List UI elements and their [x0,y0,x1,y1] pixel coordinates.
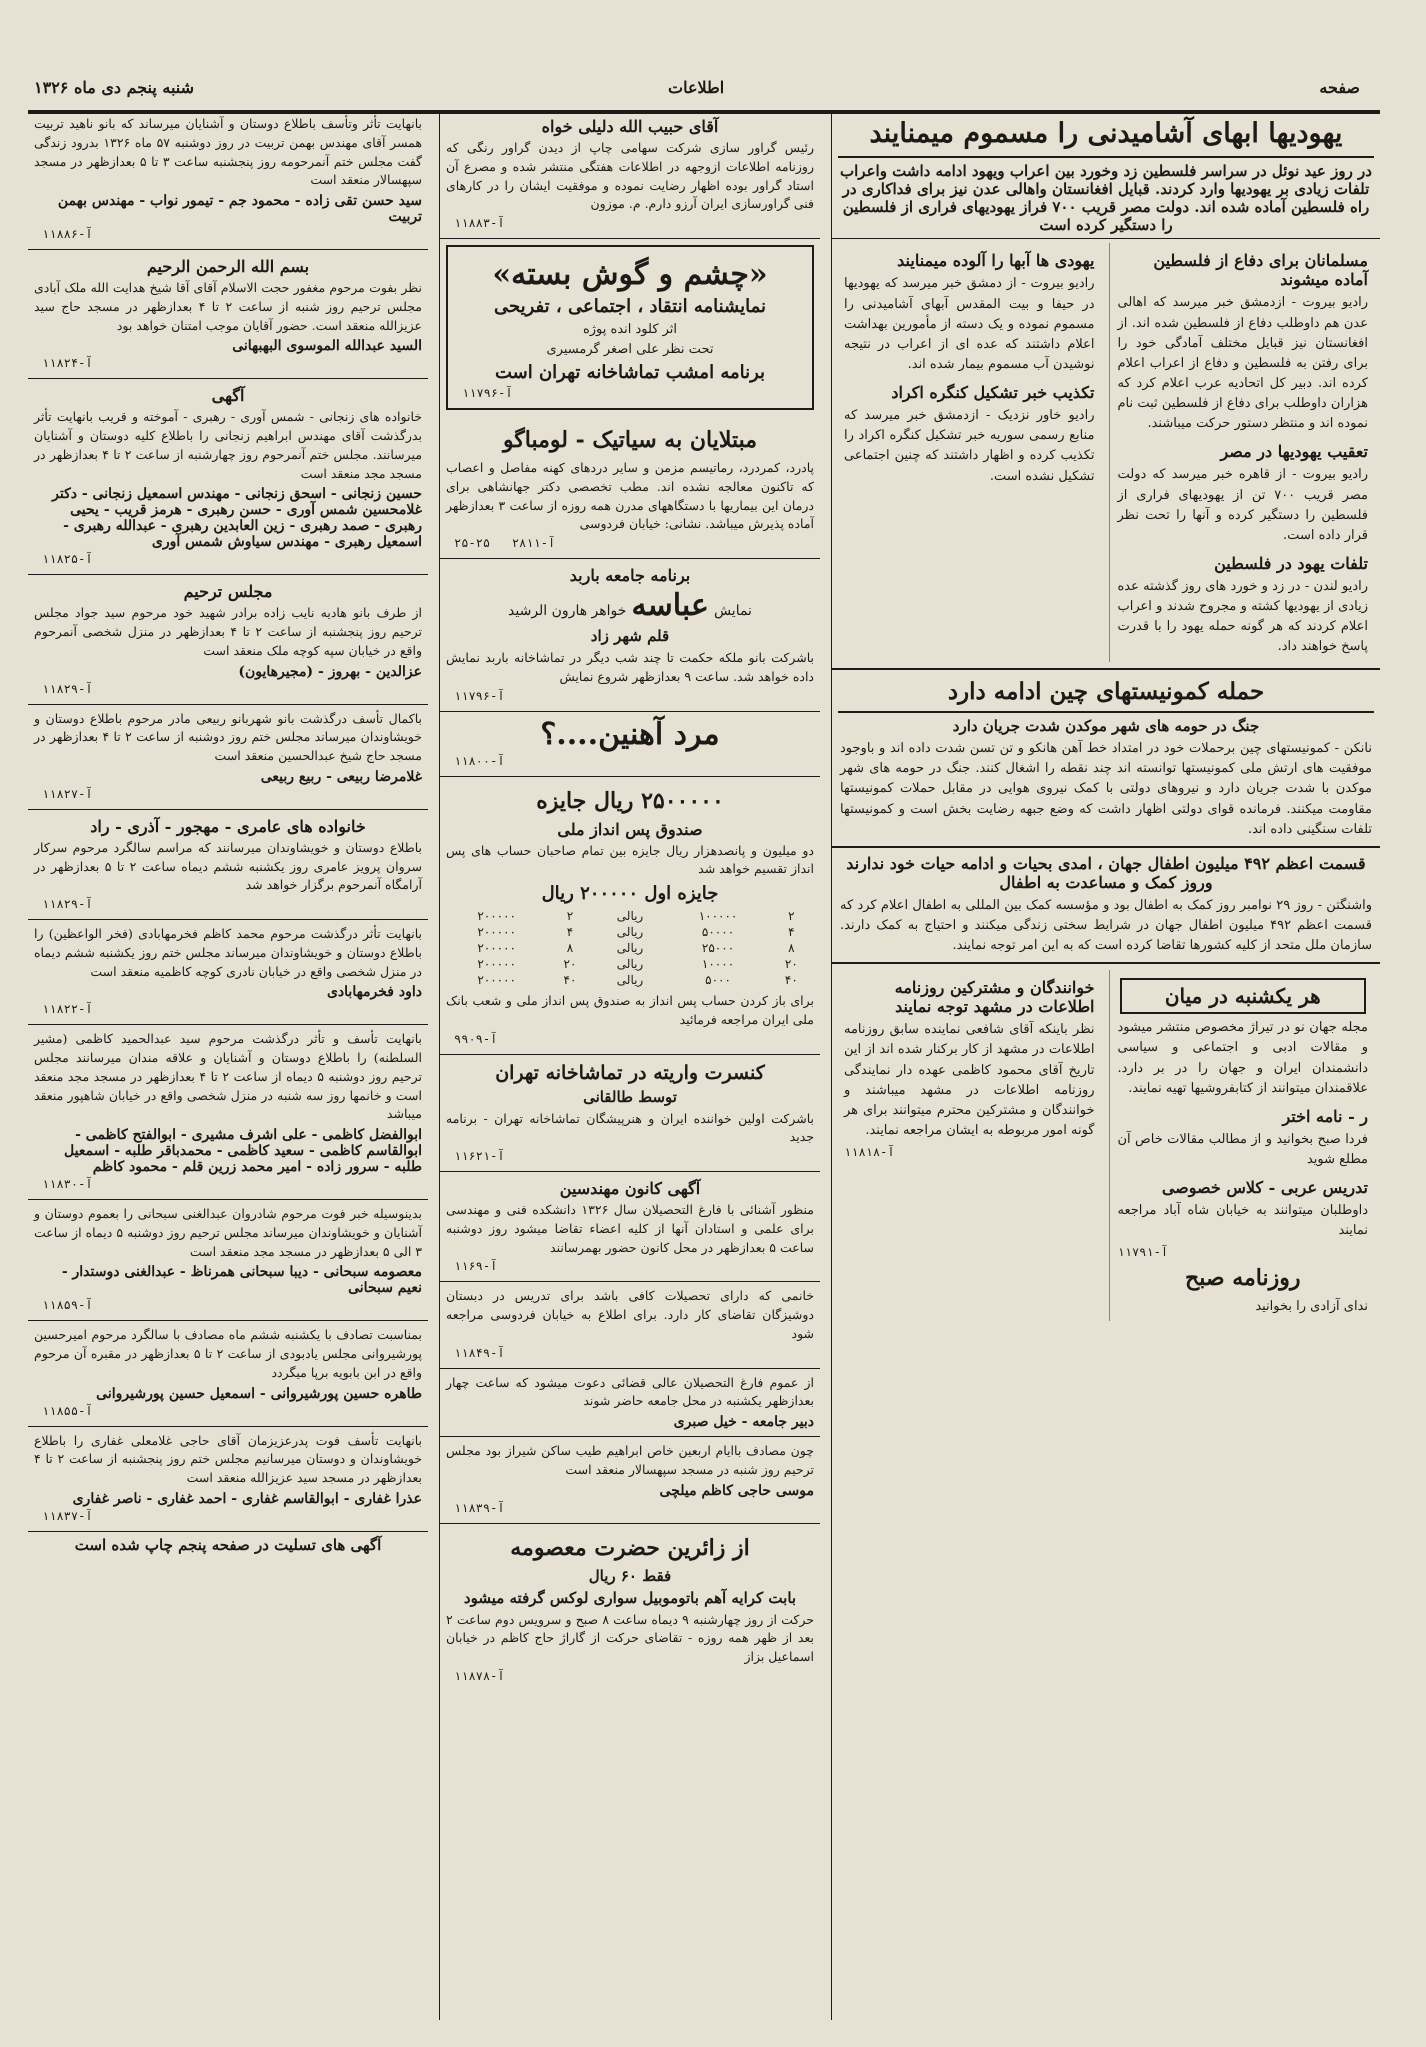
theater-subtitle: نمایشنامه انتقاد ، اجتماعی ، تفریحی [493,296,767,317]
obituary-9-names: معصومه سبحانی - دیبا سبحانی همرناظ - عبدالغنی دوستدار - نعیم سبحانی [61,1264,422,1297]
obituary-1-names: سید حسن تقی زاده - محمود جم - تیمور نواب - مهندس بهمن تربیت [57,193,422,225]
bus-body: حرکت از روز چهارشنبه ۹ دیماه ساعت ۸ صبح و سرویس دوم ساعت ۲ بعد از ظهر همه روزه - تقاضای حرکت از گاراژ حاج کاظم در خیابان اسماعیل بزاز [446,1611,814,1664]
engraving-ad [440,110,820,239]
obituary-5-body: باکمال تأسف درگذشت بانو شهربانو ربیعی مادر مرحوم باطلاع دوستان و خویشاوندان میرساند مجلس ختم روز دوشنبه از ساعت ۲ تا ۴ بعدازظهر در مسجد حاج شیخ عبدالحسین منعقد است [34,710,422,763]
prize-cell: ۲۰۰۰۰۰ [477,973,516,987]
prize-cell: ۲ [788,909,795,923]
obituary-2 [28,250,428,379]
theater-author: اثر کلود انده پوژه [582,322,678,337]
bus-price: فقط ۶۰ ریال [588,1566,672,1585]
bus-title: از زائرین حضرت معصومه [510,1534,750,1561]
morning-paper-title: روزنامه صبح [1185,1265,1301,1292]
concert-ad [440,1055,820,1173]
first-prize: جایزه اول ۲۰۰۰۰۰ ریال [541,883,719,904]
prize-note: برای باز کردن حساب پس انداز به صندوق پس انداز ملی و شعب بانک ملی ایران مراجعه فرمائید [446,993,814,1027]
masthead-paper-name: اطلاعات [668,78,725,97]
main-subcolumns [832,243,1380,661]
morning-body: فردا صبح بخوانید و از مطالب مقالات خاص آن مطلع شوید [1117,1131,1368,1167]
memorial-code: آ-۱۱۸۳۹ [454,1500,505,1515]
abbaseh-code: آ-۱۱۷۹۶ [454,688,505,703]
main-headline: یهودیها ابهای آشامیدنی را مسموم میمنایند [838,118,1374,158]
prize-row [446,924,814,940]
theater-program: برنامه امشب تماشاخانه تهران است [494,362,766,383]
obituary-2-names: السید عبدالله الموسوی البهبهانی [232,338,422,355]
prize-cell: ۱۰۰۰۰ [701,957,735,971]
concert-code: آ-۱۱۶۲۱ [454,1149,505,1163]
prize-row [446,972,814,988]
china-body: نانکن - کمونیستهای چین برحملات خود در امتداد خط آهن هانکو و تن تسن شدت داده اند و باوجود موفقیت های ارتش ملی کمونیستها توانسته اند چند نقطه را اشغال کنند. جنگ در حومه های شهر موکدن با شدت جریان دارد و نیروهای دولتی با کمک نیروی هوایی در مقابل حملات کمونیستها مقاومت میکنند. فرمانده قوای دولتی اظهار داشت که وضع جبهه رضایت بخش است و کمونیستها تلفات سنگینی داده اند. [840,741,1372,837]
obituary-3-code: آ-۱۱۸۲۵ [42,552,93,567]
story-title-kurds: تکذیب خبر تشکیل کنگره اکراد [891,383,1095,403]
prize-cell: ۲۰۰۰۰۰ [477,957,516,971]
prize-cell: ۲۰۰۰۰۰ [477,909,516,923]
obituaries-footer: آگهی های تسلیت در صفحه پنجم چاپ شده است [74,1535,382,1554]
fund-title: صندوق پس انداز ملی [557,819,703,839]
obituary-8-names: ابوالفضل کاظمی - علی اشرف مشیری - ابوالفتح کاظمی - ابوالقاسم کاظمی - سعید کاظمی - محمدباقر طلبه - اسمعیل طلبه - سرور زاده - امیر محمد زرین قلم - محمود کاظم [64,1127,422,1175]
savings-fund-ad [440,777,820,1055]
obituary-1-body: بانهایت تأثر وتأسف باطلاع دوستان و آشنایان میرساند که بانو ناهید تربیت همسر آقای مهندس بهمن تربیت در روز دوشنبه ۵۷ ماه ۱۳۲۶ بدرود زندگی گفت مجلس ختم آنمرحومه روز پنجشنبه ساعت ۳ تا ۵ بعدازظهر در مسجد سپهسالار منعقد است [34,116,422,188]
iron-man-title: مرد آهنین....؟ [540,716,720,752]
sunday-body: مجله جهان نو در تیراژ مخصوص منتشر میشود و مقالات ادبی و اجتماعی و سیاسی دانشمندان ایران و جهان را در بر دارد. علاقمندان میتوانند از کتابفروشیها تهیه نمایند. [1117,1020,1368,1096]
obituary-1-code: آ-۱۱۸۸۶ [42,227,93,241]
children-headline: قسمت اعظم ۴۹۲ میلیون اطفال جهان ، امدی بحیات و ادامه حیات خود ندارند وروز کمک و مساعدت به اطفال [846,853,1366,892]
obituary-6-code: آ-۱۱۸۲۹ [42,897,93,911]
obituary-10-names: طاهره حسین پورشیروانی - اسمعیل حسین پورشیروانی [96,1385,422,1402]
obituary-4-body: از طرف بانو هادیه نایب زاده برادر شهید خود مرحوم سید جواد مجلس ترحیم روز پنجشنبه از ساعت ۲ تا ۴ بعدازظهر در منزل شخصی آنمرحوم واقع در خیابان سپه کوچه ملک منعقد است [34,605,422,658]
story-body-egypt: رادیو بیروت - از قاهره خبر میرسد که دولت مصر قریب ۷۰۰ تن از یهودیهای فراری از فلسطین را دستگیر کرده و آنها را تحت نظر قرار داده است. [1117,467,1368,543]
prize-cell: ۸ [788,941,795,955]
concert-subtitle: توسط طالقانی [583,1087,677,1106]
theater-director: تحت نظر علی اصغر گرمسیری [546,341,714,357]
obituary-6-title: خانواده های عامری - مهجور - آذری - راد [90,816,366,836]
obituary-9 [28,1200,428,1321]
obituary-11-code: آ-۱۱۸۳۷ [42,1508,93,1523]
info-code: آ-۱۱۸۱۸ [844,1145,895,1160]
masthead-date: شنبه پنجم دی ماه ۱۳۲۶ [34,78,195,97]
obituary-4-title: مجلس ترحیم [183,582,273,602]
info-title: خوانندگان و مشترکین روزنامه اطلاعات در مشهد توجه نمایند [894,978,1095,1017]
prize-cell: ۲۵۰۰۰ [701,941,735,955]
obituary-9-code: آ-۱۱۸۵۹ [42,1298,93,1313]
china-subheadline: جنگ در حومه های شهر موکدن شدت جریان دارد [952,717,1260,736]
rheumatism-code: آ-۲۸۱۱ ۲۵-۲۵ [454,536,556,550]
jame-title: برنامه جامعه باربد [569,566,691,585]
prize-cell: ۲۰ [784,957,798,971]
prize-cell: ریالی [616,941,644,955]
abbaseh-author: قلم شهر زاد [590,627,670,645]
obituary-1 [28,110,428,250]
obituary-2-body: نظر بفوت مرحوم مغفور حجت الاسلام آقای آقا شیخ هدایت الله ملک آبادی مجلس ترحیم روز شنبه از ساعت ۲ تا ۴ بعدازظهر در مسجد حاج سید عزیزالله منعقد است. حضور آقایان موجب امتنان خواهد بود [34,280,423,333]
obituary-4 [28,575,428,704]
rheumatism-body: پادرد، کمردرد، رماتیسم مزمن و سایر دردهای کهنه مفاصل و اعصاب که تاکنون معالجه نشده اند. مطب تخصصی دکتر جهانشاهی برای درمان این بیماریها با دستگاههای مدرن همه روزه از ساعت ۳ بعدازظهر آماده پذیرش میباشد. نشانی: خیابان فردوسی [446,460,814,532]
teacher-code: آ-۱۱۸۴۹ [454,1345,505,1360]
story-title-muslims: مسلمانان برای دفاع از فلسطین آماده میشوند [1153,251,1368,290]
masthead-misc: صفحه [1319,78,1360,97]
engraving-code: آ-۱۱۸۸۳ [454,216,505,230]
engineers-title: آگهی کانون مهندسین [559,1179,701,1198]
bottom-right-ads [1109,970,1377,1321]
newspaper-page [28,60,1380,2020]
engraving-body: رئیس گراور سازی شرکت سهامی چاپ از دیدن گراور رنگی که روزنامه اطلاعات ازوجهه در اطلاعات هفتگی منتشر شده و مصرع آن استاد گراور بوده اظهار رضایت نموده و موفقیت ایشان را در کارهای فنی گراورسازی ایران آرزو دارم. م. موزون [446,140,814,212]
prize-cell: ۵۰۰۰ [705,973,731,987]
concert-title: کنسرت واریته در تماشاخانه تهران [495,1061,765,1084]
main-lead: در روز عید نوئل در سراسر فلسطین زد وخورد بین اعراب ویهود ادامه داشت واعراب تلفات زیادی بر یهودیها وارد کردند. قبایل افغانستان واهالی عدن نیز برای فداکاری در راه فلسطین آماده شده اند. دولت مصر قریب ۷۰۰ فراز یهودیهای فراری از فلسطین را دستگیر کرده است [840,162,1372,235]
sunday-title: هر یکشنبه در میان [1120,978,1367,1014]
fund-body: دو میلیون و پانصدهزار ریال جایزه بین تمام صاحبان حساب های پس انداز تقسیم خواهد شد [446,842,814,877]
prize-cell: ریالی [616,957,644,971]
obituary-8-body: بانهایت تأسف و تأثر درگذشت مرحوم سید عبدالحمید کاظمی (مشیر السلطنه) را باطلاع دوستان و آشنایان و علاقه مندان میرسانند مجلس ترحیم روز دوشنبه ۵ دیماه از ساعت ۲ تا ۴ بعدازظهر در مسجد مجد منعقد است و خانمها روز سه شنبه در منزل شخصی واقع در خیابان شاهپور منعقد میباشد [34,1031,423,1122]
bus-code: آ-۱۱۸۷۸ [454,1668,505,1683]
obituary-6 [28,810,428,920]
main-news-column [831,110,1380,2020]
obituaries-column [28,110,428,2020]
info-body: نظر باینکه آقای شافعی نماینده سابق روزنامه اطلاعات در مشهد از کار برکنار شده اند از این تاریخ آقای محمود کاظمی عهده دار نمایندگی روزنامه اطلاعات در مشهد میباشند و خوانندگان و مشترکین محترم میتوانند برای هر گونه امور مربوطه به ایشان مراجعه نمایند. [844,1022,1095,1138]
subcolumn-right [1109,243,1377,661]
prize-cell: ۸ [566,941,574,955]
prize-cell: ۵۰۰۰۰ [701,925,735,939]
judiciary-sign: دبیر جامعه - خیل صبری [673,1414,814,1430]
obituary-3-title: آگهی [211,386,245,406]
abbaseh-title: عباسه [631,588,709,623]
engraving-title: آقای حبیب الله دلیلی خواه [541,117,719,136]
prize-headline: ۲۵۰۰۰۰۰ ریال جایزه [536,787,724,814]
abbaseh-body: باشرکت بانو ملکه حکمت تا چند شب دیگر در تماشاخانه باربد نمایش داده خواهد شد. ساعت ۹ بعدازظهر شروع نمایش [446,650,814,684]
teacher-ad [440,1282,820,1368]
obituary-5 [28,705,428,810]
bottom-left-ads [836,970,1103,1321]
story-body-water: رادیو بیروت - از دمشق خبر میرسد که یهودیها در حیفا و بیت المقدس آبهای آشامیدنی را مسموم نموده و یک دسته از مأمورین بهداشت اعلام داشتند که عده ای از اعراب در نتیجه نوشیدن آب مسموم بیمار شده اند. [844,276,1095,372]
engineers-body: منظور آشنائی با فارغ التحصیلان سال ۱۳۲۶ دانشکده فنی و مهندسی برای علمی و استادان آنها از کلیه اعضاء تقاضا میشود روز دوشنبه ساعت ۵ بعدازظهر در محل کانون حضور بهمرسانند [446,1202,814,1255]
prize-cell: ۴۰ [784,973,798,987]
abbaseh-ad [440,559,820,712]
obituary-2-code: آ-۱۱۸۲۴ [42,356,93,371]
prize-cell: ریالی [616,909,644,923]
prize-cell: ۴ [788,925,795,939]
obituary-4-names: عزالدین - بهروز - (مجیرهایون) [238,663,422,680]
obituary-3 [28,379,428,575]
pilgrim-bus-ad [440,1524,820,1691]
engineers-ad [440,1172,820,1282]
obituary-8 [28,1025,428,1200]
memorial-ad [440,1437,820,1524]
obituary-9-body: بدینوسیله خبر فوت مرحوم شادروان عبدالغنی سبحانی را بعموم دوستان و آشنایان و خویشاوندان میرساند مجلس ترحیم روز دوشنبه ۵ دیماه از ساعت ۳ الی ۵ بعدازظهر در مسجد مجد منعقد است [34,1206,423,1259]
memorial-name: موسی حاجی کاظم میلچی [659,1482,814,1499]
story-body-muslims: رادیو بیروت - ازدمشق خبر میرسد که اهالی عدن هم داوطلب دفاع از فلسطین شده اند. از افغانستان نیز قبایل مختلف آمادگی خود را برای رفتن به فلسطین و دفاع از اعراب اعلام کرده اند. دبیر کل اتحادیه عرب اعلام کرد که هزاران داوطلب برای دفاع از فلسطین ثبت نام نموده اند و منتظر دستور حرکت میباشند. [1117,295,1368,432]
subcolumn-left [836,243,1103,661]
prize-cell: ۲ [566,909,574,923]
obituary-11-names: عذرا غفاری - ابوالقاسم غفاری - احمد غفاری - ناصر غفاری [72,1490,422,1507]
children-body: واشنگتن - روز ۲۹ نوامبر روز کمک به اطفال بود و مؤسسه کمک بین المللی به اطفال اعلام کرد که قسمت اعظم ۴۹۲ میلیون اطفال جهان در شرایط سختی زندگی میکنند و احتیاج به کمک دارند. سازمان ملل متحد از کلیه کشورها تقاضا کرده است که به این امر توجه نمایند. [840,897,1373,954]
story-title-water: یهودی ها آبها را آلوده میمنایند [897,251,1095,271]
obituary-4-code: آ-۱۱۸۲۹ [42,681,93,696]
class-code: آ-۱۱۷۹۱ [1117,1245,1169,1260]
prize-code: آ-۹۹۰۹ [454,1031,498,1046]
prize-table [446,908,814,988]
obituary-5-code: آ-۱۱۸۲۷ [42,786,93,801]
iron-man-ad [440,712,820,777]
obituary-7-names: داود فخرمهابادی [326,984,422,1001]
prize-row [446,956,814,972]
teacher-body: خانمی که دارای تحصیلات کافی باشد برای تدریس در دبستان دوشیزگان تقاضای کار دارد. برای اطلاع به خیابان فردوسی مراجعه شود [446,1288,814,1341]
theater-title: «چشم و گوش بسته» [492,257,768,292]
prize-cell: ۴ [566,925,574,939]
bus-line: بابت کرایه آهم باتوموبیل سواری لوکس گرفته میشود [463,1588,797,1607]
engineers-code: آ-۱۱۶۹ [454,1259,498,1274]
iron-man-code: آ-۱۱۸۰۰ [454,753,505,768]
morning-title: ر - نامه اختر [1282,1106,1368,1126]
obituary-7-body: بانهایت تأثر درگذشت مرحوم محمد کاظم فخرمهابادی (فخر الواعظین) را باطلاع دوستان و خویشاوندان میرساند مجلس ختم روز یکشنبه ششم دیماه در منزل شخصی واقع در خیابان نادری کوچه کاظمیه منعقد است [34,926,422,979]
obituary-10-body: بمناسبت تصادف با یکشنبه ششم ماه مصادف با سالگرد مرحوم امیرحسین پورشیروانی مجلس یادبودی از ساعت ۲ تا ۵ بعدازظهر در مقبره آن مرحوم واقع در ابن بابویه برپا میگردد [34,1327,422,1380]
story-title-casualties: تلفات یهود در فلسطین [1214,553,1368,573]
prize-cell: ۱۰۰۰۰۰ [698,909,738,923]
bottom-subcolumns [832,970,1380,1321]
morning-paper-body: ندای آزادی را بخوانید [1255,1299,1368,1315]
obituary-6-body: باطلاع دوستان و خویشاوندان میرسانند که مراسم سالگرد مرحوم سرکار سروان پرویز عامری روز یکشنبه ششم دیماه ساعت ۲ تا ۵ بعدازظهر در آرامگاه آنمرحوم برگزار خواهد شد [34,839,422,893]
memorial-body: چون مصادف باایام اربعین خاص ابراهیم طیب ساکن شیراز بود مجلس ترحیم روز شنبه در مسجد سپهسالار منعقد است [446,1443,814,1477]
story-title-egypt: تعقیب یهودیها در مصر [1220,442,1368,462]
obituary-7-code: آ-۱۱۸۲۲ [42,1002,93,1017]
story-body-kurds: رادیو خاور نزدیک - ازدمشق خبر میرسد که منابع رسمی سوریه خبر تشکیل کنگره اکراد را تکذیب کرده و اظهار داشتند که چنین اجتماعی تشکیل نشده است. [844,408,1095,484]
obituary-10-code: آ-۱۱۸۵۵ [42,1403,93,1418]
prize-row [446,908,814,924]
china-headline: حمله کمونیستهای چین ادامه دارد [838,678,1374,714]
abbaseh-heading: نمایش عباسه خواهر هارون الرشید [508,588,752,623]
prize-cell: ۴۰ [563,973,577,987]
obituary-11-body: بانهایت تأسف فوت پدرعزیزمان آقای حاجی غلامعلی غفاری را باطلاع خویشاوندان و دوستان میرسانیم مجلس ختم روز پنجشنبه از ساعت ۲ تا ۴ بعدازظهر در مسجد سید عزیزالله منعقد است [34,1432,423,1485]
obituary-11 [28,1427,428,1532]
obituary-7 [28,920,428,1025]
prize-cell: ریالی [616,973,644,987]
concert-body: باشرکت اولین خواننده ایران و هنرپیشگان تماشاخانه تهران - برنامه جدید [446,1110,814,1145]
judiciary-body: از عموم فارغ التحصیلان عالی قضائی دعوت میشود که ساعت چهار بعدازظهر یکشنبه در محل جامعه حاضر شوند [446,1374,814,1409]
prize-row [446,940,814,956]
theater-code: آ-۱۱۷۹۶ [462,386,513,400]
obituary-2-title: بسم الله الرحمن الرحیم [146,257,310,276]
rheumatism-ad [440,416,820,559]
class-body: داوطلبان میتوانند به خیابان شاه آباد مراجعه نمایند [1117,1203,1368,1239]
prize-cell: ۲۰۰۰۰۰ [477,925,516,939]
ads-column [439,110,820,2020]
obituary-10 [28,1321,428,1426]
obituary-3-names: حسین زنجانی - اسحق زنجانی - مهندس اسمعیل زنجانی - دکتر غلامحسین شمس آوری - حسن رهبری - هرمز قریب - یحیی رهبری - صمد رهبری - زین العابدین رهبری - عبدالله رهبری - اسمعیل رهبری - مهندس سیاوش شمس آوری [52,486,422,551]
class-title: تدریس عربی - کلاس خصوصی [1161,1178,1368,1198]
rheumatism-title: مبتلایان به سیاتیک - لومباگو [502,427,758,453]
prize-cell: ریالی [616,925,644,939]
obituary-8-code: آ-۱۱۸۳۰ [42,1177,93,1191]
story-body-casualties: رادیو لندن - در زد و خورد های روز گذشته عده زیادی از یهودیها کشته و مجروح شدند و اعراب اعلام کردند که هر گونه حمله یهود را با قدرت پاسخ خواهند داد. [1117,578,1368,655]
prize-cell: ۲۰ [563,957,577,971]
obituary-5-names: غلامرضا ربیعی - ربیع ربیعی [260,768,422,785]
prize-cell: ۲۰۰۰۰۰ [477,941,516,955]
theater-ad [446,245,814,410]
obituary-3-body: خانواده های زنجانی - شمس آوری - رهبری - آموخته و قریب بانهایت تأثر بدرگذشت آقای مهندس ابراهیم زنجانی را باطلاع کلیه دوستان و آشنایان میرسانند. مجلس ختم آنمرحوم روز چهارشنبه از ساعت ۲ تا ۴ بعدازظهر در مسجد مجد منعقد است [34,409,423,481]
judiciary-ad [440,1369,820,1438]
